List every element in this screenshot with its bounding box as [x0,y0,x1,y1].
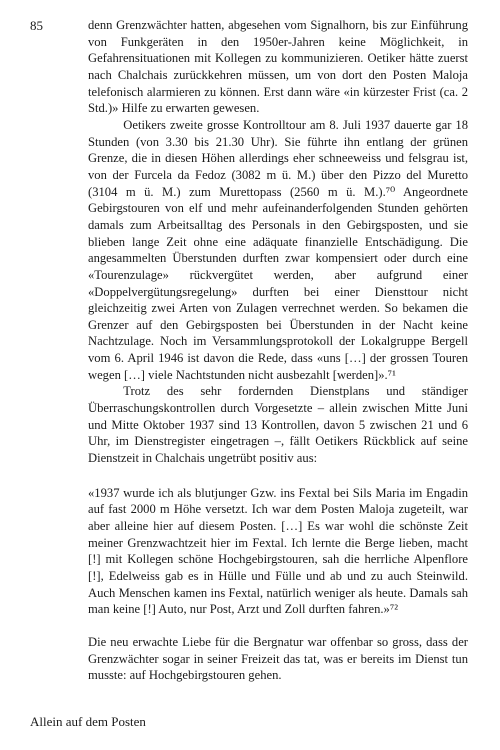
running-footer: Allein auf dem Posten [30,714,146,729]
body-text [88,17,468,684]
paragraph-continuation: denn Grenzwächter hatten, abgesehen vom Signalhorn, bis zur Einführung von Funkgeräten in den 1950er-Jahren keine Möglichkeit, in Gefahrensituationen mit Kollegen zu kommunizieren. Oetiker hätte zuerst nach Chalchais zurückkehren müssen, um von dort den Posten Maloja telefonisch alarmieren zu können. Erst dann wäre «in kürzester Frist (ca. 2 Std.)» Hilfe zu erwarten gewesen. [88,18,468,116]
paragraph-kontrolltour: Oetikers zweite grosse Kontrolltour am 8. Juli 1937 dauerte gar 18 Stunden (von 3.30 bis 21.30 Uhr). Sie führte ihn entlang der grünen Grenze, die in diesen Höhen allerdings eher schneeweiss und felsgrau ist, von der Furcela da Fedoz (3082 m ü. M.) über den Pizzo del Muretto (3104 m ü. M.) zum Murettopass (2560 m ü. M.).⁷⁰ Angeordnete Gebirgstouren von elf und mehr aufeinanderfolgenden Stunden gehörten damals zum Arbeitsalltag des Personals in den Gebirgsposten, und sie blieben lange Zeit ohne eine adäquate finanzielle Entschädigung. Die angesammelten Überstunden durften zwar kompensiert oder durch eine «Tourenzulage» rückvergütet werden, aber aufgrund einer «Doppelvergütungsregelung» durften bei einer Diensttour nicht gleichzeitig zwei Arten von Zulagen verrechnet werden. So bekamen die Grenzer auf den Gebirgsposten bei Überstunden in der Nacht keine Nachtzulage. Noch im Versammlungsprotokoll der Lokalgruppe Bergell vom 6. April 1946 ist davon die Rede, dass «uns […] der grossen Touren wegen […] viele Nachtstunden nicht ausbezahlt [werden]».⁷¹ [88,117,468,382]
page-number: 85 [30,18,43,33]
block-quote: «1937 wurde ich als blutjunger Gzw. ins Fextal bei Sils Maria im Engadin auf fast 2000 m Höhe versetzt. Ich war dem Posten Maloja zugeteilt, war aber alleine hier auf diesem Posten. […] Es war wohl die schönste Zeit meiner Grenzwachtzeit hier im Fextal. Ich lernte die Berge lieben, macht [!] mit Kollegen schöne Hochgebirgstouren, sah die herrliche Alpenflore [!], Edelweiss gab es in Hülle und Fülle und ab und zu auch Steinwild. Auch Menschen kamen ins Fextal, natürlich weniger als heute. Damals sah man keine [!] Auto, nur Post, Arzt und Zoll durften fahren.»⁷² [88,485,468,617]
paragraph-bergnatur: Die neu erwachte Liebe für die Bergnatur war offenbar so gross, dass der Grenzwächter sogar in seiner Freizeit das tat, was er bereits im Dienst tun musste: auf Hochgebirgstouren gehen. [88,634,468,683]
paragraph-dienstplan: Trotz des sehr fordernden Dienstplans und ständiger Überraschungskontrollen durch Vorgesetzte – allein zwischen Mitte Juni und Mitte Oktober 1937 sind 13 Kontrollen, davon 5 zwischen 21 und 6 Uhr, im Dienstregister eingetragen –, fällt Oetikers Rückblick auf seine Dienstzeit in Chalchais ungetrübt positiv aus: [88,384,468,466]
